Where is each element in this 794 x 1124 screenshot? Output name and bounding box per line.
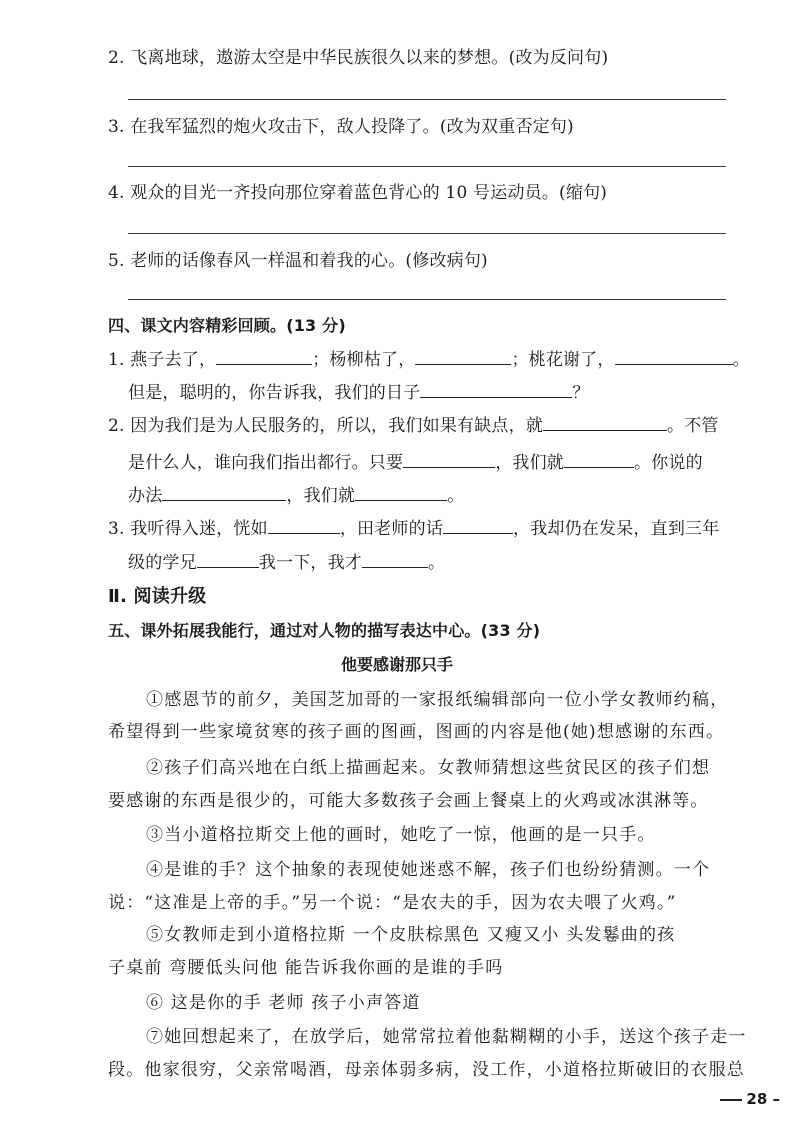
section-4-heading: 四、课文内容精彩回顾。(13 分) xyxy=(108,316,346,335)
s4-q2-text-f: 办法 xyxy=(128,486,163,506)
s4-q2-line1 xyxy=(108,411,719,436)
answer-line-3[interactable] xyxy=(128,166,726,167)
question-2: 2. 飞离地球，遨游太空是中华民族很久以来的梦想。(改为反问句) xyxy=(108,48,609,68)
s4-q1-text-b: ；杨柳枯了， xyxy=(312,350,416,370)
answer-line-4[interactable] xyxy=(128,233,726,234)
fill-blank[interactable] xyxy=(197,550,259,568)
question-3: 3. 在我军猛烈的炮火攻击下，敌人投降了。(改为双重否定句) xyxy=(108,117,574,137)
passage-line: ③当小道格拉斯交上他的画时，她吃了一惊，他画的是一只手。 xyxy=(146,825,656,845)
answer-line-2[interactable] xyxy=(128,99,726,100)
page-number-dash xyxy=(720,1099,742,1101)
s4-q2-text-h: 。 xyxy=(447,486,465,506)
s4-q2-line2 xyxy=(128,448,703,473)
passage-line: 要感谢的东西是很少的，可能大多数孩子会画上餐桌上的火鸡或冰淇淋等。 xyxy=(108,791,709,811)
s4-q3-text-d: 级的学兄 xyxy=(128,553,197,573)
s4-q2-text-b: 。不管 xyxy=(667,416,719,436)
passage-line: ⑤女教师走到小道格拉斯 一个皮肤棕黑色 又瘦又小 头发鬈曲的孩 xyxy=(146,925,676,945)
passage-line: 希望得到一些家境贫寒的孩子画的图画，图画的内容是他(她)想感谢的东西。 xyxy=(108,722,725,742)
fill-blank[interactable] xyxy=(162,483,286,501)
s4-q2-text-g: ，我们就 xyxy=(286,486,356,506)
fill-blank[interactable] xyxy=(403,450,495,468)
s4-q3-text-f: 。 xyxy=(428,553,446,573)
s4-q2-text-a: 2. 因为我们是为人民服务的，所以，我们如果有缺点，就 xyxy=(108,416,544,436)
s4-q1-text-d: 。 xyxy=(732,350,750,370)
s4-q3-line1 xyxy=(108,514,719,539)
fill-blank[interactable] xyxy=(420,380,572,398)
question-4: 4. 观众的目光一齐投向那位穿着蓝色背心的 10 号运动员。(缩句) xyxy=(108,183,608,203)
fill-blank[interactable] xyxy=(415,347,511,365)
reading-title: 他要感谢那只手 xyxy=(340,655,453,674)
passage-line: ①感恩节的前夕，美国芝加哥的一家报纸编辑部向一位小学女教师约稿， xyxy=(146,690,729,710)
s4-q3-text-e: 我一下，我才 xyxy=(258,553,363,573)
s4-q2-text-d: ，我们就 xyxy=(495,453,565,473)
fill-blank[interactable] xyxy=(362,550,428,568)
s4-q1-text-f: ？ xyxy=(572,383,590,403)
passage-line: ④是谁的手？这个抽象的表现使她迷惑不解，孩子们也纷纷猜测。一个 xyxy=(146,860,711,880)
fill-blank[interactable] xyxy=(443,516,513,534)
s4-q2-text-c: 是什么人，谁向我们指出都行。只要 xyxy=(128,453,404,473)
s4-q1-text-e: 但是，聪明的，你告诉我，我们的日子 xyxy=(128,383,421,403)
s4-q3-text-a: 3. 我听得入迷，恍如 xyxy=(108,519,268,539)
fill-blank[interactable] xyxy=(564,450,634,468)
page-number-value: 28 xyxy=(746,1090,768,1108)
s4-q2-line3 xyxy=(128,481,464,506)
passage-line: 段。他家很穷，父亲常喝酒，母亲体弱多病，没工作，小道格拉斯破旧的衣服总 xyxy=(108,1060,745,1080)
section-5-heading: 五、课外拓展我能行，通过对人物的描写表达中心。(33 分) xyxy=(108,621,541,640)
s4-q1-line2 xyxy=(128,378,590,403)
fill-blank[interactable] xyxy=(615,347,733,365)
question-5: 5. 老师的话像春风一样温和着我的心。(修改病句) xyxy=(108,251,488,271)
fill-blank[interactable] xyxy=(543,413,667,431)
fill-blank[interactable] xyxy=(216,347,312,365)
fill-blank[interactable] xyxy=(268,516,340,534)
fill-blank[interactable] xyxy=(355,483,447,501)
passage-line: 子桌前 弯腰低头问他 能告诉我你画的是谁的手吗 xyxy=(108,958,504,978)
answer-line-5[interactable] xyxy=(128,299,726,300)
s4-q1-text-c: ；桃花谢了， xyxy=(511,350,615,370)
page-number: 28 – xyxy=(720,1090,780,1108)
passage-line: 说：“这准是上帝的手。”另一个说：“是农夫的手，因为农夫喂了火鸡。” xyxy=(108,893,677,913)
s4-q1-text-a: 1. 燕子去了， xyxy=(108,350,217,370)
s4-q3-text-c: ，我却仍在发呆，直到三年 xyxy=(513,519,720,539)
part-2-heading: Ⅱ. 阅读升级 xyxy=(108,586,207,607)
passage-line: ②孩子们高兴地在白纸上描画起来。女教师猜想这些贫民区的孩子们想 xyxy=(146,758,711,778)
passage-line: ⑦她回想起来了，在放学后，她常常拉着他黏糊糊的小手，送这个孩子走一 xyxy=(146,1027,747,1047)
s4-q3-line2 xyxy=(128,548,445,573)
s4-q3-text-b: ，田老师的话 xyxy=(339,519,444,539)
passage-line: ⑥ 这是你的手 老师 孩子小声答道 xyxy=(146,993,421,1013)
s4-q2-text-e: 。你说的 xyxy=(634,453,703,473)
s4-q1-line1 xyxy=(108,345,750,370)
